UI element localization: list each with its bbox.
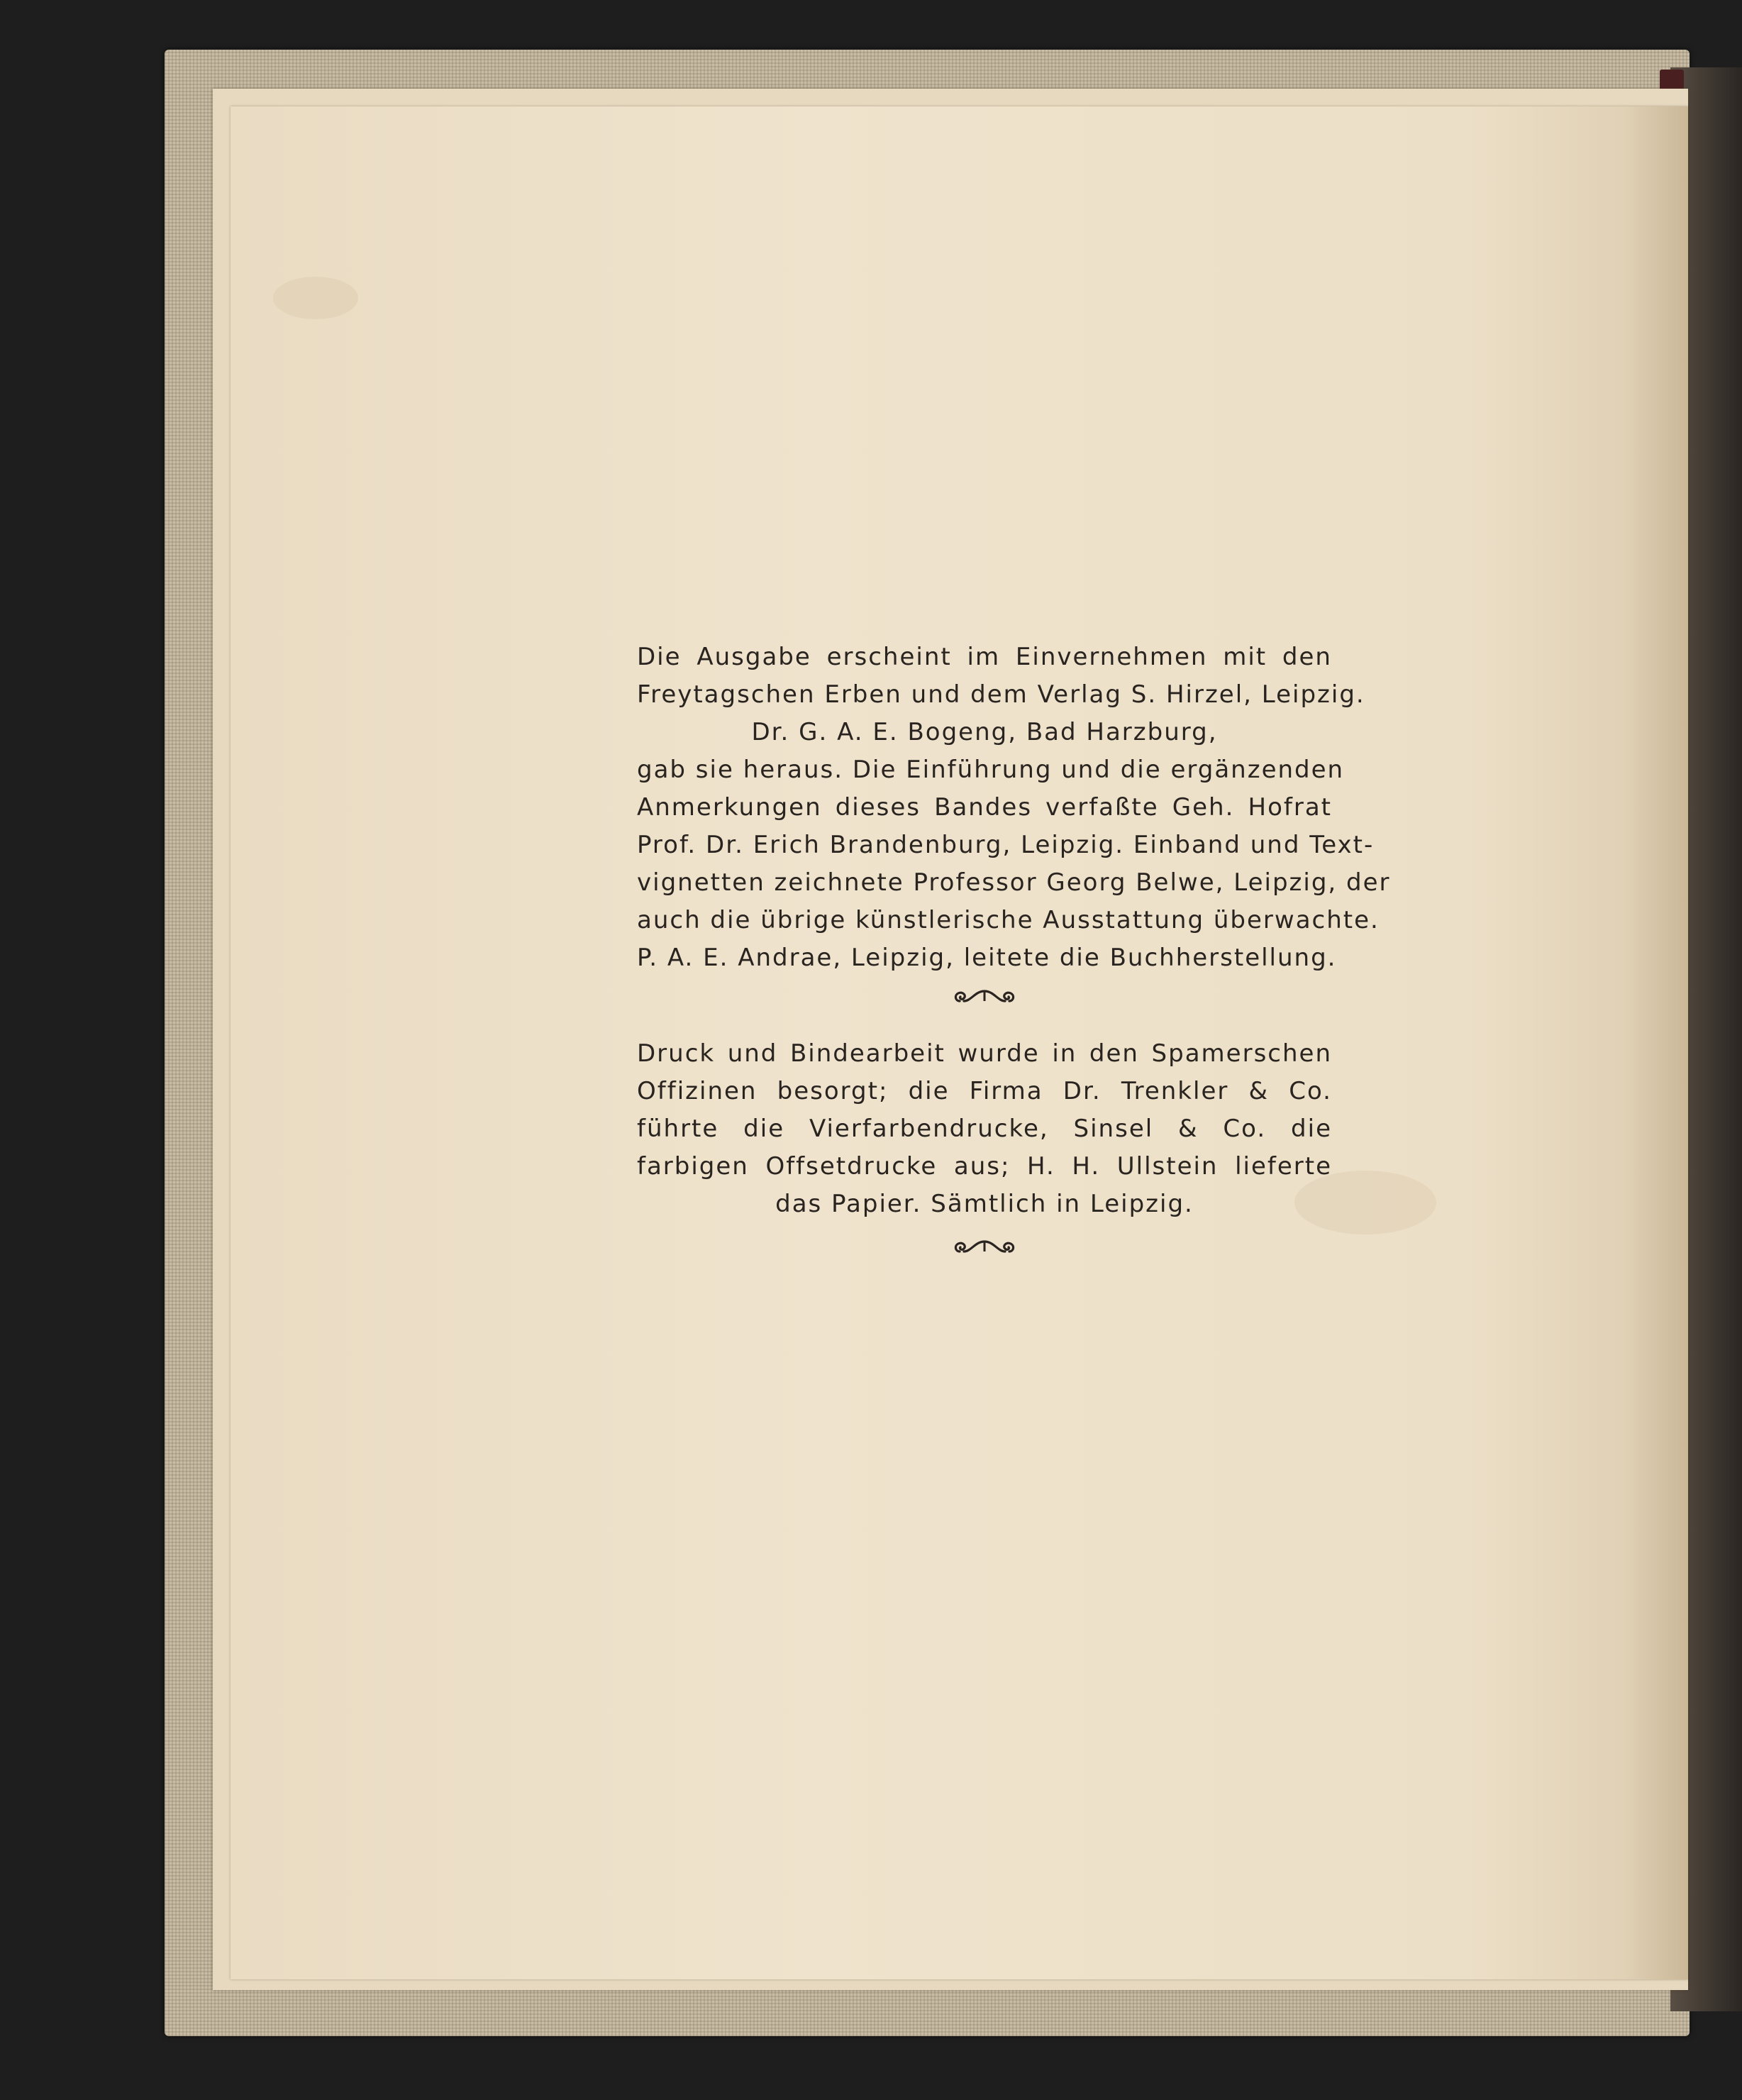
text-line: Druck und Bindearbeit wurde in den Spamerschen bbox=[637, 1039, 1332, 1068]
imprint-text-block bbox=[637, 639, 1391, 1286]
text-line: Dr. G. A. E. Bogeng, Bad Harzburg, bbox=[751, 718, 1218, 746]
page-gutter-shadow bbox=[1624, 106, 1688, 1979]
text-line: Offizinen besorgt; die Firma Dr. Trenkler & Co. bbox=[637, 1077, 1332, 1105]
text-line: Anmerkungen dieses Bandes verfaßte Geh. Hofrat bbox=[637, 793, 1332, 822]
imprint-paragraph-1 bbox=[637, 639, 1391, 977]
text-line: vignetten zeichnete Professor Georg Belwe, Leipzig, der bbox=[637, 868, 1391, 897]
text-line: farbigen Offsetdrucke aus; H. H. Ullstein lieferte bbox=[637, 1152, 1332, 1181]
imprint-paragraph-2 bbox=[637, 1035, 1332, 1223]
ornament-vignette-icon bbox=[637, 1233, 1332, 1276]
text-line: P. A. E. Andrae, Leipzig, leitete die Buchherstellung. bbox=[637, 944, 1337, 972]
text-line: gab sie heraus. Die Einführung und die ergänzenden bbox=[637, 756, 1345, 784]
ornament-vignette-icon bbox=[637, 983, 1332, 1025]
paper-stain bbox=[273, 277, 358, 319]
text-line: Die Ausgabe erscheint im Einvernehmen mit den bbox=[637, 643, 1332, 671]
text-line: das Papier. Sämtlich in Leipzig. bbox=[775, 1190, 1194, 1218]
text-line: auch die übrige künstlerische Ausstattung überwachte. bbox=[637, 906, 1380, 934]
text-line: Freytagschen Erben und dem Verlag S. Hirzel, Leipzig. bbox=[637, 680, 1365, 709]
text-line: führte die Vierfarbendrucke, Sinsel & Co. die bbox=[637, 1115, 1332, 1143]
text-line: Prof. Dr. Erich Brandenburg, Leipzig. Einband und Text- bbox=[637, 831, 1375, 859]
